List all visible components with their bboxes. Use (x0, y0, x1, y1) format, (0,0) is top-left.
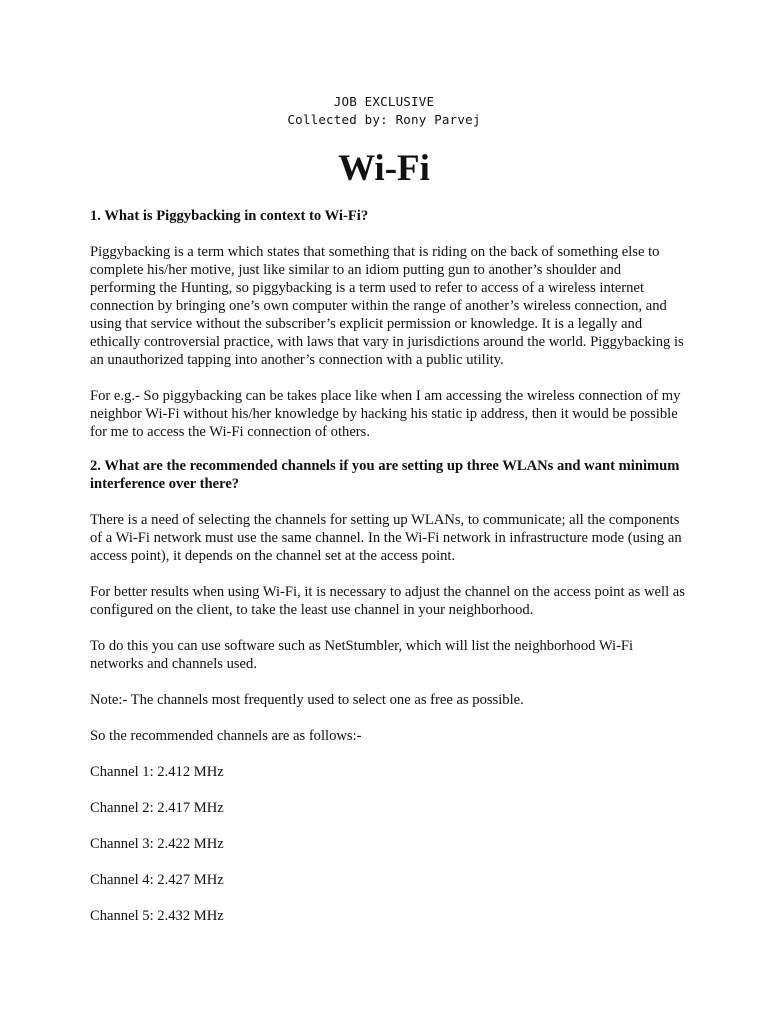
question-1-paragraph-2: For e.g.- So piggybacking can be takes place like when I am accessing the wireless connection of my neighbor Wi-Fi without his/her knowledge by hacking his static ip address, then it would be possible for me to access the Wi-Fi connection of others. (90, 388, 681, 440)
page-title: Wi-Fi (338, 148, 430, 189)
document-header (0, 93, 768, 129)
document-body (90, 207, 690, 925)
question-2-paragraph-3: To do this you can use software such as NetStumbler, which will list the neighborhood Wi-Fi networks and channels used. (90, 638, 634, 672)
channel-item: Channel 2: 2.417 MHz (90, 800, 224, 816)
channel-item: Channel 5: 2.432 MHz (90, 908, 224, 924)
question-1-heading: 1. What is Piggybacking in context to Wi-Fi? (90, 208, 369, 224)
question-2-paragraph-1: There is a need of selecting the channels for setting up WLANs, to communicate; all the components of a Wi-Fi network must use the same channel. In the Wi-Fi network in infrastructure mode (using an access point), it depends on the channel set at the access point. (90, 512, 682, 564)
header-author: Collected by: Rony Parvej (287, 112, 481, 127)
channel-item: Channel 3: 2.422 MHz (90, 836, 224, 852)
header-label: JOB EXCLUSIVE (333, 94, 435, 109)
channels-intro: So the recommended channels are as follows:- (90, 728, 362, 744)
channel-item: Channel 1: 2.412 MHz (90, 764, 224, 780)
question-1-paragraph-1: Piggybacking is a term which states that something that is riding on the back of something else to complete his/her motive, just like similar to an idiom putting gun to another’s shoulder and performing the Hunting, so piggybacking is a term used to refer to access of a wireless internet connection by bringing one’s own computer within the range of another’s wireless connection, and using that service without the subscriber’s explicit permission or knowledge. It is a legally and ethically controversial practice, with laws that vary in jurisdictions around the world. Piggybacking is an unauthorized tapping into another’s connection with a public utility. (90, 244, 684, 368)
question-2-heading: 2. What are the recommended channels if you are setting up three WLANs and want minimum interference over there? (90, 458, 680, 492)
channel-item: Channel 4: 2.427 MHz (90, 872, 224, 888)
question-2-paragraph-2: For better results when using Wi-Fi, it is necessary to adjust the channel on the access point as well as configured on the client, to take the least use channel in your neighborhood. (90, 584, 685, 618)
question-2-note: Note:- The channels most frequently used to select one as free as possible. (90, 692, 524, 708)
